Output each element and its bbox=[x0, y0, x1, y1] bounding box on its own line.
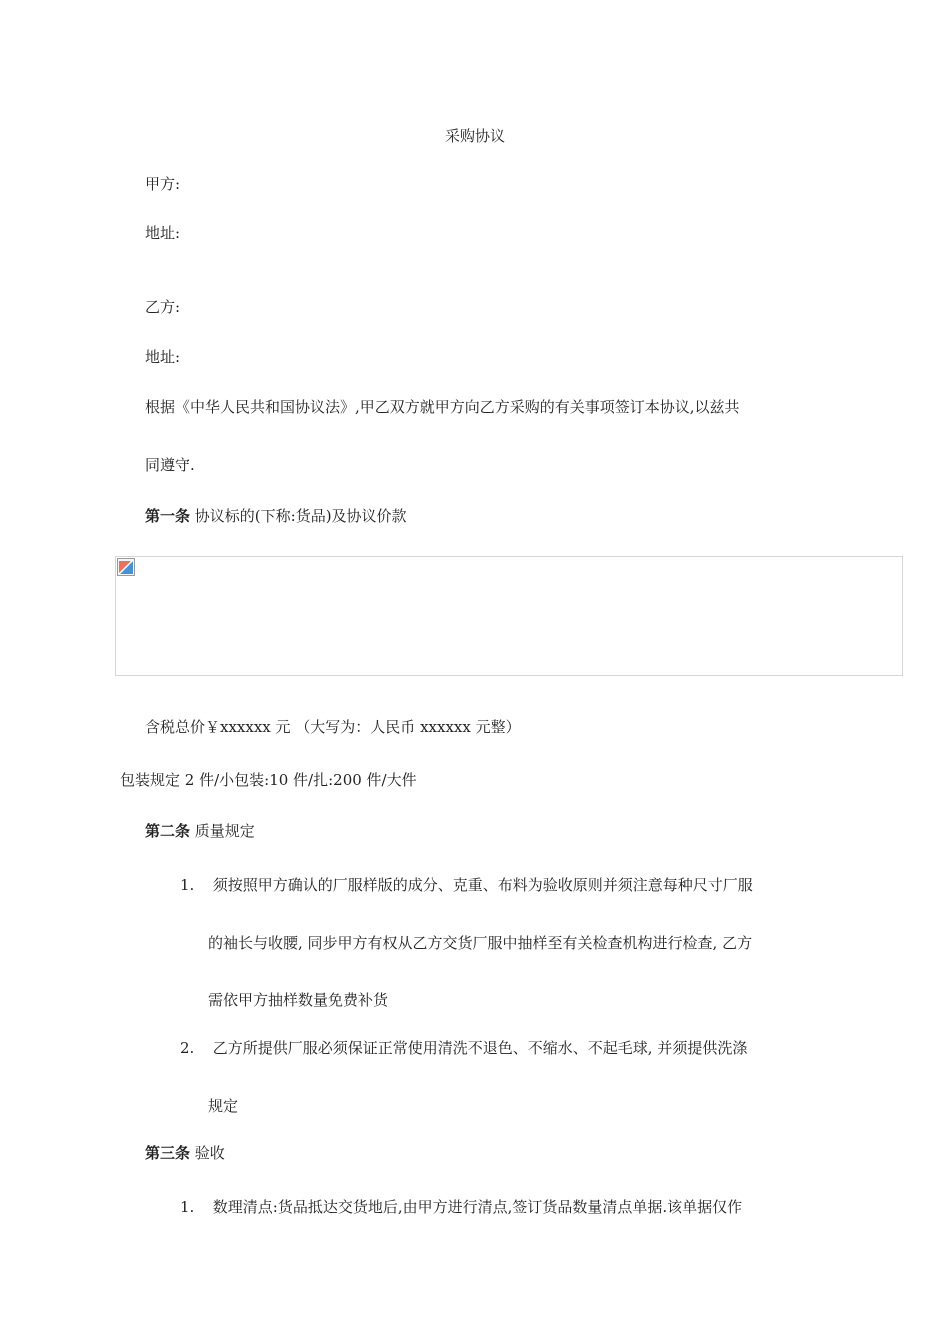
preamble-line-2: 同遵守. bbox=[145, 456, 195, 474]
article-1-text: 协议标的(下称:货品)及协议价款 bbox=[194, 507, 407, 525]
article-2-text: 质量规定 bbox=[194, 822, 255, 840]
article-3-text: 验收 bbox=[194, 1144, 225, 1162]
list-number: 1. bbox=[180, 1198, 195, 1216]
party-b-label: 乙方: bbox=[145, 298, 181, 316]
article-2-item-2-line-1 bbox=[180, 1038, 747, 1058]
article-2-item-1-line-3: 需依甲方抽样数量免费补货 bbox=[208, 991, 389, 1009]
article-2-item-2-line-2: 规定 bbox=[208, 1097, 239, 1115]
list-number: 1. bbox=[180, 876, 195, 894]
article-3 bbox=[145, 1143, 225, 1163]
article-2-item-1-line-1 bbox=[180, 875, 753, 895]
article-1 bbox=[145, 506, 407, 526]
list-number: 2. bbox=[180, 1039, 195, 1057]
article-3-item-1-line-1 bbox=[180, 1197, 742, 1217]
list-item-text: 数理清点:货品抵达交货地后,由甲方进行清点,签订货品数量清点单据.该单据仅作 bbox=[212, 1198, 743, 1216]
broken-image-icon bbox=[117, 558, 135, 576]
party-b-address-label: 地址: bbox=[145, 348, 181, 366]
party-a-label: 甲方: bbox=[145, 175, 181, 193]
party-a-address-label: 地址: bbox=[145, 224, 181, 242]
article-1-heading: 第一条 bbox=[145, 507, 191, 525]
list-item-text: 须按照甲方确认的厂服样版的成分、克重、布料为验收原则并须注意每种尺寸厂服 bbox=[212, 876, 753, 894]
document-title: 采购协议 bbox=[444, 127, 505, 145]
preamble-line-1: 根据《中华人民共和国协议法》,甲乙双方就甲方向乙方采购的有关事项签订本协议,以兹共 bbox=[145, 398, 740, 416]
list-item-text: 乙方所提供厂服必须保证正常使用清洗不退色、不缩水、不起毛球, 并须提供洗涤 bbox=[212, 1039, 748, 1057]
article-3-heading: 第三条 bbox=[145, 1144, 191, 1162]
total-price-line: 含税总价￥xxxxxx 元 （大写为：人民币 xxxxxx 元整） bbox=[145, 718, 521, 736]
packaging-rule: 包装规定 2 件/小包装:10 件/扎:200 件/大件 bbox=[120, 771, 417, 789]
article-2-item-1-line-2: 的袖长与收腰, 同步甲方有权从乙方交货厂服中抽样至有关检查机构进行检查, 乙方 bbox=[208, 934, 753, 952]
article-2 bbox=[145, 821, 255, 841]
article-2-heading: 第二条 bbox=[145, 822, 191, 840]
embedded-image-placeholder bbox=[115, 556, 903, 676]
